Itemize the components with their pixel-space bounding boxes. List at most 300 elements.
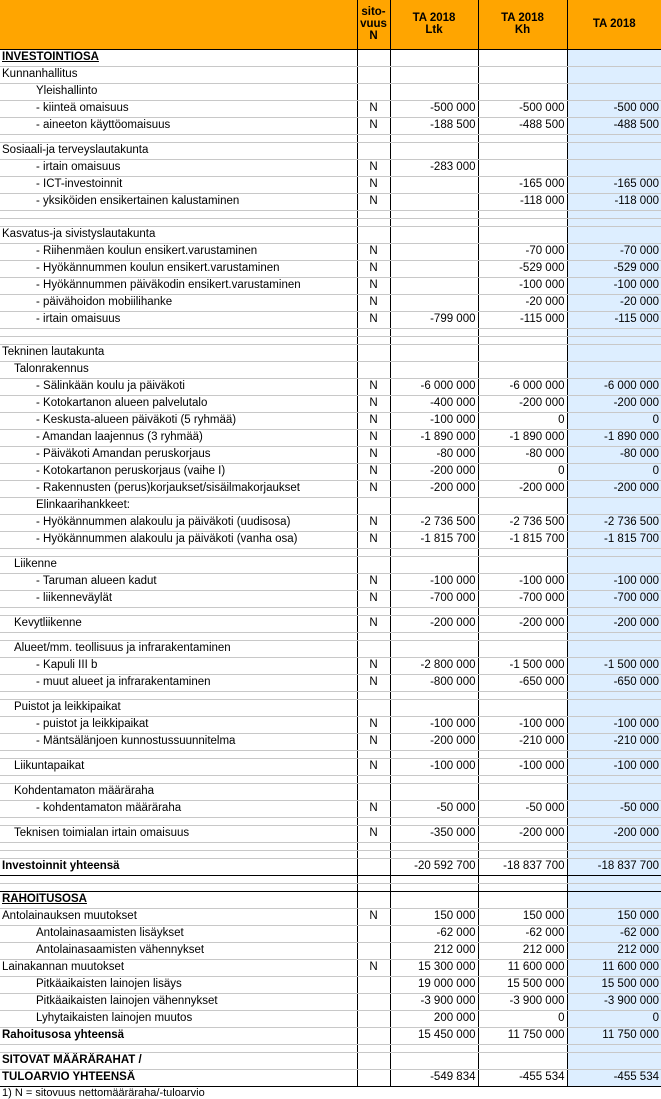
row-label: - puistot ja leikkipaikat	[0, 716, 357, 733]
row-ta: -529 000	[567, 260, 661, 277]
row-mark	[357, 858, 390, 875]
row-ta: -1 815 700	[567, 531, 661, 548]
row-ltk	[390, 1052, 478, 1069]
row-label: - kohdentamaton määräraha	[0, 800, 357, 817]
row-label: Elinkaarihankkeet:	[0, 497, 357, 514]
row-ltk: 15 450 000	[390, 1027, 478, 1044]
row-ltk	[390, 336, 478, 344]
row-kh	[478, 142, 567, 159]
table-row	[0, 573, 661, 590]
row-ltk: -200 000	[390, 615, 478, 632]
row-ltk: 200 000	[390, 1010, 478, 1027]
row-mark	[357, 328, 390, 336]
row-ltk: -100 000	[390, 758, 478, 775]
row-ta	[567, 699, 661, 716]
row-kh: -529 000	[478, 260, 567, 277]
table-row	[0, 883, 661, 891]
row-mark	[357, 1044, 390, 1052]
row-ta: -200 000	[567, 395, 661, 412]
row-label	[0, 607, 357, 615]
table-row	[0, 783, 661, 800]
table-row	[0, 226, 661, 243]
row-ta	[567, 159, 661, 176]
row-kh: -210 000	[478, 733, 567, 750]
row-label: - Mäntsälänjoen kunnostussuunnitelma	[0, 733, 357, 750]
row-ltk: -62 000	[390, 925, 478, 942]
row-ltk: -6 000 000	[390, 378, 478, 395]
table-row	[0, 615, 661, 632]
row-kh: -70 000	[478, 243, 567, 260]
row-mark: N	[357, 294, 390, 311]
row-kh: -488 500	[478, 117, 567, 134]
row-ltk	[390, 243, 478, 260]
table-row	[0, 1010, 661, 1027]
row-kh	[478, 134, 567, 142]
table-row	[0, 993, 661, 1010]
row-mark	[357, 1052, 390, 1069]
row-label: Alueet/mm. teollisuus ja infrarakentaminen	[0, 640, 357, 657]
row-label: Liikenne	[0, 556, 357, 573]
table-row	[0, 640, 661, 657]
row-label: Teknisen toimialan irtain omaisuus	[0, 825, 357, 842]
row-ta: 0	[567, 463, 661, 480]
row-mark	[357, 556, 390, 573]
row-label: Yleishallinto	[0, 83, 357, 100]
table-row	[0, 66, 661, 83]
row-ta	[567, 817, 661, 825]
row-ta: 11 750 000	[567, 1027, 661, 1044]
row-mark	[357, 925, 390, 942]
table-row	[0, 607, 661, 615]
row-mark: N	[357, 117, 390, 134]
table-row	[0, 750, 661, 758]
row-mark	[357, 875, 390, 883]
row-mark	[357, 1010, 390, 1027]
row-mark	[357, 993, 390, 1010]
row-label: - aineeton käyttöomaisuus	[0, 117, 357, 134]
row-label	[0, 632, 357, 640]
row-mark: N	[357, 733, 390, 750]
footnote: 1) N = sitovuus nettomääräraha/-tuloarvio	[2, 1086, 205, 1099]
row-ltk: -50 000	[390, 800, 478, 817]
row-ta	[567, 632, 661, 640]
row-ltk	[390, 556, 478, 573]
row-ta: -100 000	[567, 716, 661, 733]
row-ltk	[390, 134, 478, 142]
row-label: - yksiköiden ensikertainen kalustaminen	[0, 193, 357, 210]
row-ltk	[390, 497, 478, 514]
row-ta	[567, 1044, 661, 1052]
row-ltk	[390, 361, 478, 378]
row-label	[0, 691, 357, 699]
row-label: INVESTOINTIOSA	[0, 49, 357, 66]
row-ta	[567, 548, 661, 556]
header-kh: TA 2018 Kh	[478, 0, 567, 49]
table-row	[0, 657, 661, 674]
row-mark	[357, 1069, 390, 1086]
row-ltk: -549 834	[390, 1069, 478, 1086]
row-mark: N	[357, 176, 390, 193]
table-row	[0, 100, 661, 117]
header-ltk: TA 2018 Ltk	[390, 0, 478, 49]
row-mark	[357, 750, 390, 758]
row-mark	[357, 66, 390, 83]
table-row	[0, 117, 661, 134]
row-mark: N	[357, 590, 390, 607]
table-row	[0, 243, 661, 260]
row-ltk: -100 000	[390, 716, 478, 733]
row-kh	[478, 328, 567, 336]
row-kh: -100 000	[478, 758, 567, 775]
row-ta	[567, 336, 661, 344]
row-ltk: -80 000	[390, 446, 478, 463]
row-mark	[357, 691, 390, 699]
row-kh: 0	[478, 412, 567, 429]
row-mark	[357, 336, 390, 344]
row-label: - kiinteä omaisuus	[0, 100, 357, 117]
row-ltk	[390, 640, 478, 657]
table-row	[0, 361, 661, 378]
row-ltk	[390, 66, 478, 83]
row-ta: -200 000	[567, 480, 661, 497]
row-label: - Kotokartanon peruskorjaus (vaihe I)	[0, 463, 357, 480]
table-row	[0, 311, 661, 328]
table-row	[0, 1027, 661, 1044]
row-mark	[357, 942, 390, 959]
row-kh: 0	[478, 463, 567, 480]
row-label: TULOARVIO YHTEENSÄ	[0, 1069, 357, 1086]
row-ltk: -1 815 700	[390, 531, 478, 548]
row-ta: -100 000	[567, 758, 661, 775]
row-ta: -50 000	[567, 800, 661, 817]
table-row	[0, 429, 661, 446]
row-mark	[357, 850, 390, 858]
row-kh	[478, 210, 567, 218]
row-mark	[357, 49, 390, 66]
row-kh	[478, 875, 567, 883]
table-row	[0, 891, 661, 908]
row-label: Kunnanhallitus	[0, 66, 357, 83]
row-label	[0, 1044, 357, 1052]
row-kh	[478, 497, 567, 514]
row-mark: N	[357, 514, 390, 531]
row-ta: -488 500	[567, 117, 661, 134]
row-ta	[567, 1052, 661, 1069]
row-ta: 15 500 000	[567, 976, 661, 993]
row-kh: -115 000	[478, 311, 567, 328]
row-ltk: -100 000	[390, 573, 478, 590]
row-ltk	[390, 1044, 478, 1052]
table-row	[0, 344, 661, 361]
row-ltk	[390, 548, 478, 556]
row-label	[0, 548, 357, 556]
row-label: - Kotokartanon alueen palvelutalo	[0, 395, 357, 412]
row-ltk	[390, 783, 478, 800]
row-label: - Riihenmäen koulun ensikert.varustaminen	[0, 243, 357, 260]
table-row	[0, 193, 661, 210]
table-row	[0, 875, 661, 883]
table-row	[0, 758, 661, 775]
row-mark: N	[357, 908, 390, 925]
row-kh	[478, 218, 567, 226]
row-label: - liikenneväylät	[0, 590, 357, 607]
row-ta	[567, 556, 661, 573]
row-label: Rahoitusosa yhteensä	[0, 1027, 357, 1044]
row-label: Sosiaali-ja terveyslautakunta	[0, 142, 357, 159]
row-mark: N	[357, 674, 390, 691]
row-ta: -6 000 000	[567, 378, 661, 395]
row-ta	[567, 607, 661, 615]
row-ta: 212 000	[567, 942, 661, 959]
row-kh	[478, 49, 567, 66]
header-mark: sito- vuus N	[357, 0, 390, 49]
row-label: - Hyökännummen koulun ensikert.varustaminen	[0, 260, 357, 277]
row-mark: N	[357, 480, 390, 497]
row-label	[0, 883, 357, 891]
row-ta	[567, 218, 661, 226]
row-ltk	[390, 210, 478, 218]
row-ta	[567, 66, 661, 83]
row-kh: -18 837 700	[478, 858, 567, 875]
row-ltk: -200 000	[390, 480, 478, 497]
row-kh: -455 534	[478, 1069, 567, 1086]
table-row	[0, 817, 661, 825]
table-row	[0, 142, 661, 159]
table-row	[0, 590, 661, 607]
row-mark	[357, 83, 390, 100]
row-ltk	[390, 817, 478, 825]
row-mark: N	[357, 260, 390, 277]
row-kh	[478, 640, 567, 657]
row-ta	[567, 497, 661, 514]
row-kh	[478, 1044, 567, 1052]
row-ta	[567, 49, 661, 66]
row-mark	[357, 344, 390, 361]
row-ta: -70 000	[567, 243, 661, 260]
row-ta: -2 736 500	[567, 514, 661, 531]
row-label: Kasvatus-ja sivistyslautakunta	[0, 226, 357, 243]
table-row	[0, 632, 661, 640]
row-ta: -62 000	[567, 925, 661, 942]
row-label	[0, 328, 357, 336]
row-ta	[567, 775, 661, 783]
row-label: RAHOITUSOSA	[0, 891, 357, 908]
row-kh	[478, 226, 567, 243]
row-ta	[567, 328, 661, 336]
row-ta	[567, 344, 661, 361]
row-mark	[357, 134, 390, 142]
row-mark	[357, 361, 390, 378]
row-mark	[357, 891, 390, 908]
row-mark: N	[357, 531, 390, 548]
table-row	[0, 556, 661, 573]
row-mark: N	[357, 573, 390, 590]
row-mark	[357, 210, 390, 218]
row-ltk	[390, 691, 478, 699]
row-mark: N	[357, 311, 390, 328]
table-row	[0, 531, 661, 548]
row-kh	[478, 607, 567, 615]
row-kh	[478, 691, 567, 699]
row-ta	[567, 750, 661, 758]
table-row	[0, 1069, 661, 1086]
row-mark: N	[357, 243, 390, 260]
table-row	[0, 176, 661, 193]
row-mark: N	[357, 463, 390, 480]
table-row	[0, 858, 661, 875]
row-ta	[567, 783, 661, 800]
row-mark	[357, 817, 390, 825]
row-ta: -20 000	[567, 294, 661, 311]
row-ltk: -350 000	[390, 825, 478, 842]
row-kh	[478, 556, 567, 573]
row-ta: -500 000	[567, 100, 661, 117]
row-ltk	[390, 83, 478, 100]
row-label: Investoinnit yhteensä	[0, 858, 357, 875]
row-label: - Taruman alueen kadut	[0, 573, 357, 590]
row-ta: -80 000	[567, 446, 661, 463]
row-ltk: -20 592 700	[390, 858, 478, 875]
row-ta	[567, 640, 661, 657]
row-kh	[478, 850, 567, 858]
row-kh	[478, 548, 567, 556]
row-ltk	[390, 218, 478, 226]
row-mark	[357, 226, 390, 243]
table-row	[0, 925, 661, 942]
row-ltk: -200 000	[390, 463, 478, 480]
table-row	[0, 497, 661, 514]
row-mark	[357, 775, 390, 783]
row-kh: 15 500 000	[478, 976, 567, 993]
row-ltk	[390, 344, 478, 361]
row-label: Antolainasaamisten vähennykset	[0, 942, 357, 959]
row-mark	[357, 842, 390, 850]
table-row	[0, 446, 661, 463]
row-label: Liikuntapaikat	[0, 758, 357, 775]
row-kh	[478, 883, 567, 891]
row-ltk	[390, 775, 478, 783]
row-kh	[478, 1052, 567, 1069]
row-ltk	[390, 750, 478, 758]
row-mark: N	[357, 378, 390, 395]
row-ta: -200 000	[567, 825, 661, 842]
row-kh: -80 000	[478, 446, 567, 463]
row-ltk: -2 736 500	[390, 514, 478, 531]
row-ta: -650 000	[567, 674, 661, 691]
row-ta: -210 000	[567, 733, 661, 750]
table-row	[0, 514, 661, 531]
row-label: - Päiväkoti Amandan peruskorjaus	[0, 446, 357, 463]
table-row	[0, 328, 661, 336]
row-label: - Keskusta-alueen päiväkoti (5 ryhmää)	[0, 412, 357, 429]
table-row	[0, 134, 661, 142]
row-label: Tekninen lautakunta	[0, 344, 357, 361]
row-kh: -62 000	[478, 925, 567, 942]
row-kh: -200 000	[478, 480, 567, 497]
row-ta	[567, 883, 661, 891]
row-ta: -700 000	[567, 590, 661, 607]
table-row	[0, 775, 661, 783]
row-mark: N	[357, 825, 390, 842]
table-row	[0, 716, 661, 733]
row-kh	[478, 775, 567, 783]
row-label: Kohdentamaton määräraha	[0, 783, 357, 800]
row-ta: -200 000	[567, 615, 661, 632]
header-ta: TA 2018	[567, 0, 661, 49]
row-mark	[357, 783, 390, 800]
row-mark: N	[357, 395, 390, 412]
row-label	[0, 850, 357, 858]
row-ta: -165 000	[567, 176, 661, 193]
row-mark	[357, 699, 390, 716]
table-row	[0, 260, 661, 277]
row-mark: N	[357, 159, 390, 176]
row-ltk: -400 000	[390, 395, 478, 412]
row-mark: N	[357, 657, 390, 674]
row-mark: N	[357, 716, 390, 733]
row-kh: -500 000	[478, 100, 567, 117]
row-label: - muut alueet ja infrarakentaminen	[0, 674, 357, 691]
row-label: - ICT-investoinnit	[0, 176, 357, 193]
row-ltk	[390, 226, 478, 243]
row-ta	[567, 891, 661, 908]
table-row	[0, 277, 661, 294]
row-ta	[567, 83, 661, 100]
row-ltk: -799 000	[390, 311, 478, 328]
table-row	[0, 395, 661, 412]
table-body	[0, 49, 661, 1086]
row-kh: -650 000	[478, 674, 567, 691]
row-label: Lainakannan muutokset	[0, 959, 357, 976]
row-ta: -455 534	[567, 1069, 661, 1086]
row-ta	[567, 226, 661, 243]
row-label: - irtain omaisuus	[0, 311, 357, 328]
row-ltk: -1 890 000	[390, 429, 478, 446]
row-ltk: -800 000	[390, 674, 478, 691]
table-row	[0, 976, 661, 993]
header-row	[0, 0, 661, 49]
row-ltk: 150 000	[390, 908, 478, 925]
table-row	[0, 218, 661, 226]
row-ltk: -3 900 000	[390, 993, 478, 1010]
row-kh: -1 500 000	[478, 657, 567, 674]
table-row	[0, 336, 661, 344]
row-ta: 0	[567, 1010, 661, 1027]
table-row	[0, 210, 661, 218]
row-mark: N	[357, 615, 390, 632]
row-ta: -3 900 000	[567, 993, 661, 1010]
row-ltk: -2 800 000	[390, 657, 478, 674]
row-ta	[567, 134, 661, 142]
row-kh	[478, 159, 567, 176]
row-ta: 0	[567, 412, 661, 429]
row-kh: -50 000	[478, 800, 567, 817]
row-label: - Rakennusten (perus)korjaukset/sisäilmakorjaukset	[0, 480, 357, 497]
table-row	[0, 1044, 661, 1052]
row-label	[0, 875, 357, 883]
row-ltk: 19 000 000	[390, 976, 478, 993]
row-ta: -118 000	[567, 193, 661, 210]
row-kh: -200 000	[478, 615, 567, 632]
row-kh: -100 000	[478, 277, 567, 294]
table-row	[0, 480, 661, 497]
row-ltk: -100 000	[390, 412, 478, 429]
row-kh	[478, 632, 567, 640]
row-label: SITOVAT MÄÄRÄRAHAT /	[0, 1052, 357, 1069]
table-row	[0, 1052, 661, 1069]
row-ltk	[390, 277, 478, 294]
row-ta	[567, 210, 661, 218]
